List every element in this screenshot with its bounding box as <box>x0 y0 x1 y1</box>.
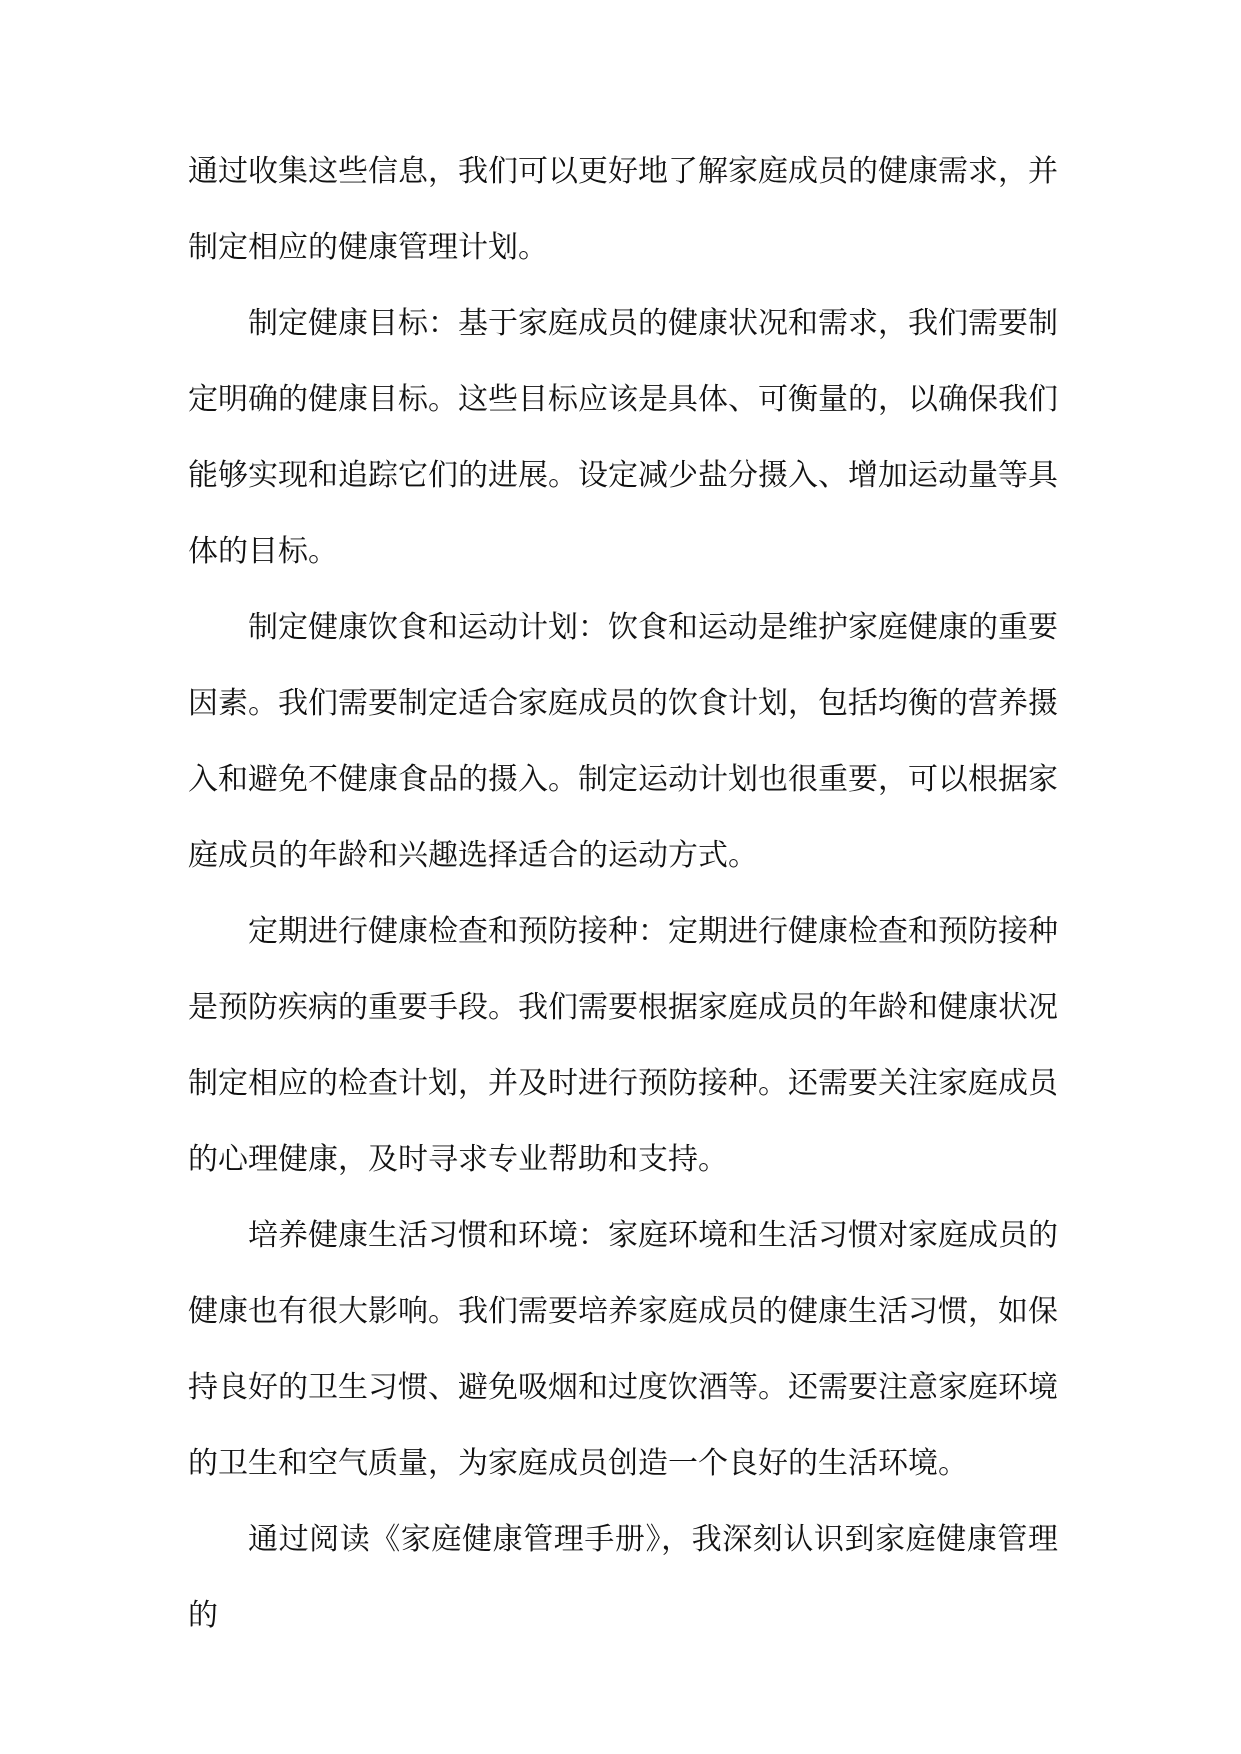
document-body <box>188 134 1058 1654</box>
paragraph-continuation: 通过收集这些信息，我们可以更好地了解家庭成员的健康需求，并制定相应的健康管理计划。 <box>188 154 1058 265</box>
paragraph-health-goals: 制定健康目标：基于家庭成员的健康状况和需求，我们需要制定明确的健康目标。这些目标应该是具体、可衡量的，以确保我们能够实现和追踪它们的进展。设定减少盐分摄入、增加运动量等具体的目标。 <box>188 306 1058 569</box>
paragraph-reading-reflection: 通过阅读《家庭健康管理手册》，我深刻认识到家庭健康管理的 <box>188 1522 1058 1633</box>
paragraph-diet-exercise: 制定健康饮食和运动计划：饮食和运动是维护家庭健康的重要因素。我们需要制定适合家庭成员的饮食计划，包括均衡的营养摄入和避免不健康食品的摄入。制定运动计划也很重要，可以根据家庭成员的年龄和兴趣选择适合的运动方式。 <box>188 610 1058 873</box>
paragraph-habits-environment: 培养健康生活习惯和环境：家庭环境和生活习惯对家庭成员的健康也有很大影响。我们需要培养家庭成员的健康生活习惯，如保持良好的卫生习惯、避免吸烟和过度饮酒等。还需要注意家庭环境的卫生和空气质量，为家庭成员创造一个良好的生活环境。 <box>188 1218 1058 1481</box>
paragraph-checkups-vaccination: 定期进行健康检查和预防接种：定期进行健康检查和预防接种是预防疾病的重要手段。我们需要根据家庭成员的年龄和健康状况制定相应的检查计划，并及时进行预防接种。还需要关注家庭成员的心理健康，及时寻求专业帮助和支持。 <box>188 914 1058 1177</box>
